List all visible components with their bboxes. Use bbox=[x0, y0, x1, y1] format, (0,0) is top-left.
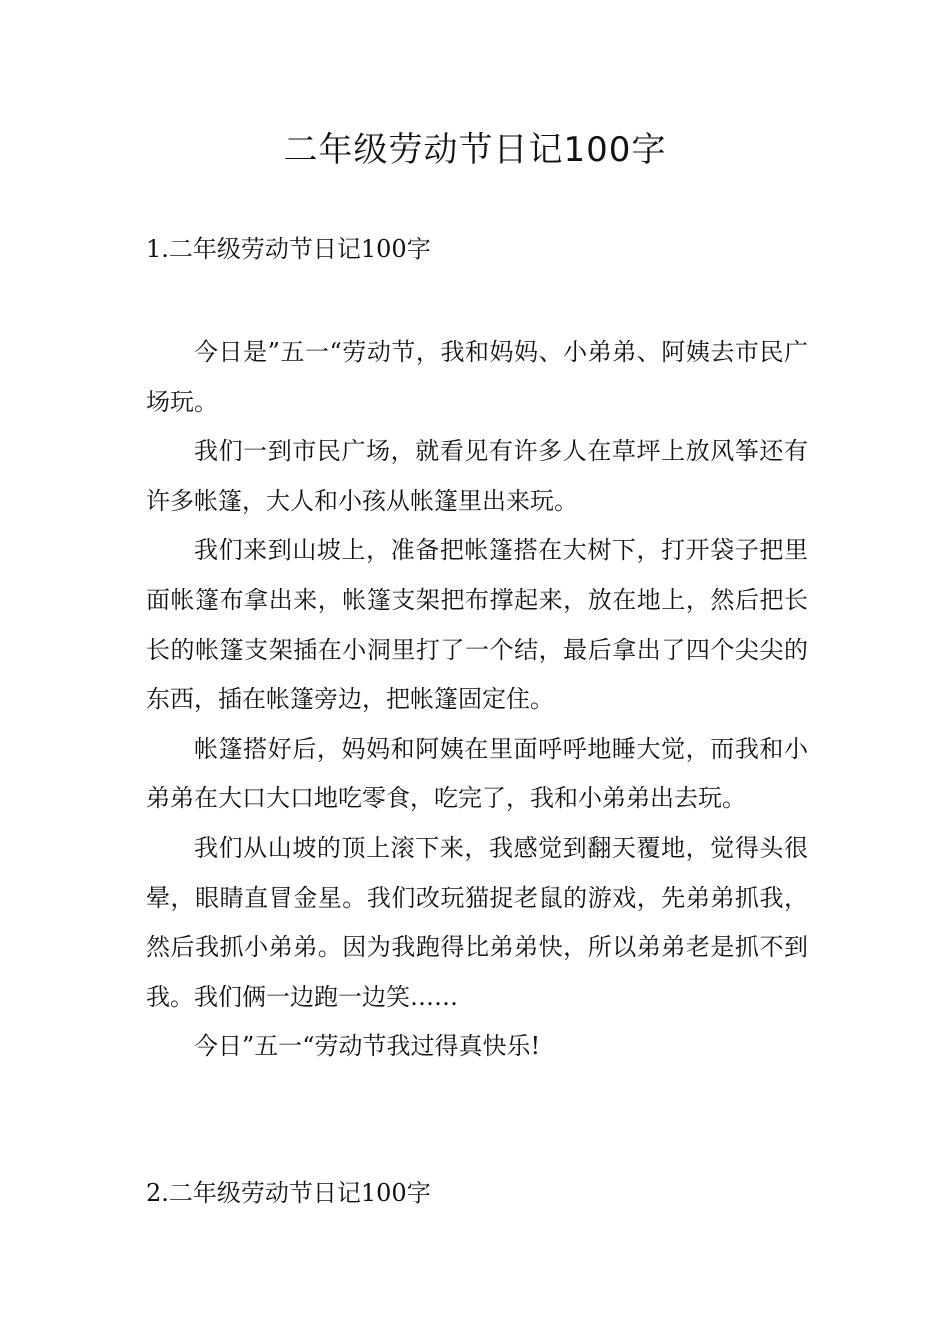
paragraph-1: 今日是”五一“劳动节，我和妈妈、小弟弟、阿姨去市民广场玩。 bbox=[146, 338, 808, 416]
section-1-body bbox=[146, 328, 808, 1072]
paragraph-2: 我们一到市民广场，就看见有许多人在草坪上放风筝还有许多帐篷，大人和小孩从帐篷里出来玩。 bbox=[146, 437, 808, 515]
page-title: 二年级劳动节日记100字 bbox=[283, 130, 667, 170]
section-heading-1: 1.二年级劳动节日记100字 bbox=[146, 235, 431, 263]
paragraph-6: 今日”五一“劳动节我过得真快乐! bbox=[194, 1032, 541, 1061]
paragraph-5: 我们从山坡的顶上滚下来，我感觉到翻天覆地，觉得头很晕，眼睛直冒金星。我们改玩猫捉老鼠的游戏，先弟弟抓我，然后我抓小弟弟。因为我跑得比弟弟快，所以弟弟老是抓不到我。我们俩一边跑一边笑…… bbox=[146, 833, 808, 1011]
paragraph-4: 帐篷搭好后，妈妈和阿姨在里面呼呼地睡大觉，而我和小弟弟在大口大口地吃零食，吃完了，我和小弟弟出去玩。 bbox=[146, 734, 808, 813]
section-heading-2: 2.二年级劳动节日记100字 bbox=[146, 1179, 431, 1207]
paragraph-3: 我们来到山坡上，准备把帐篷搭在大树下，打开袋子把里面帐篷布拿出来，帐篷支架把布撑起来，放在地上，然后把长长的帐篷支架插在小洞里打了一个结，最后拿出了四个尖尖的东西，插在帐篷旁边，把帐篷固定住。 bbox=[146, 536, 808, 714]
